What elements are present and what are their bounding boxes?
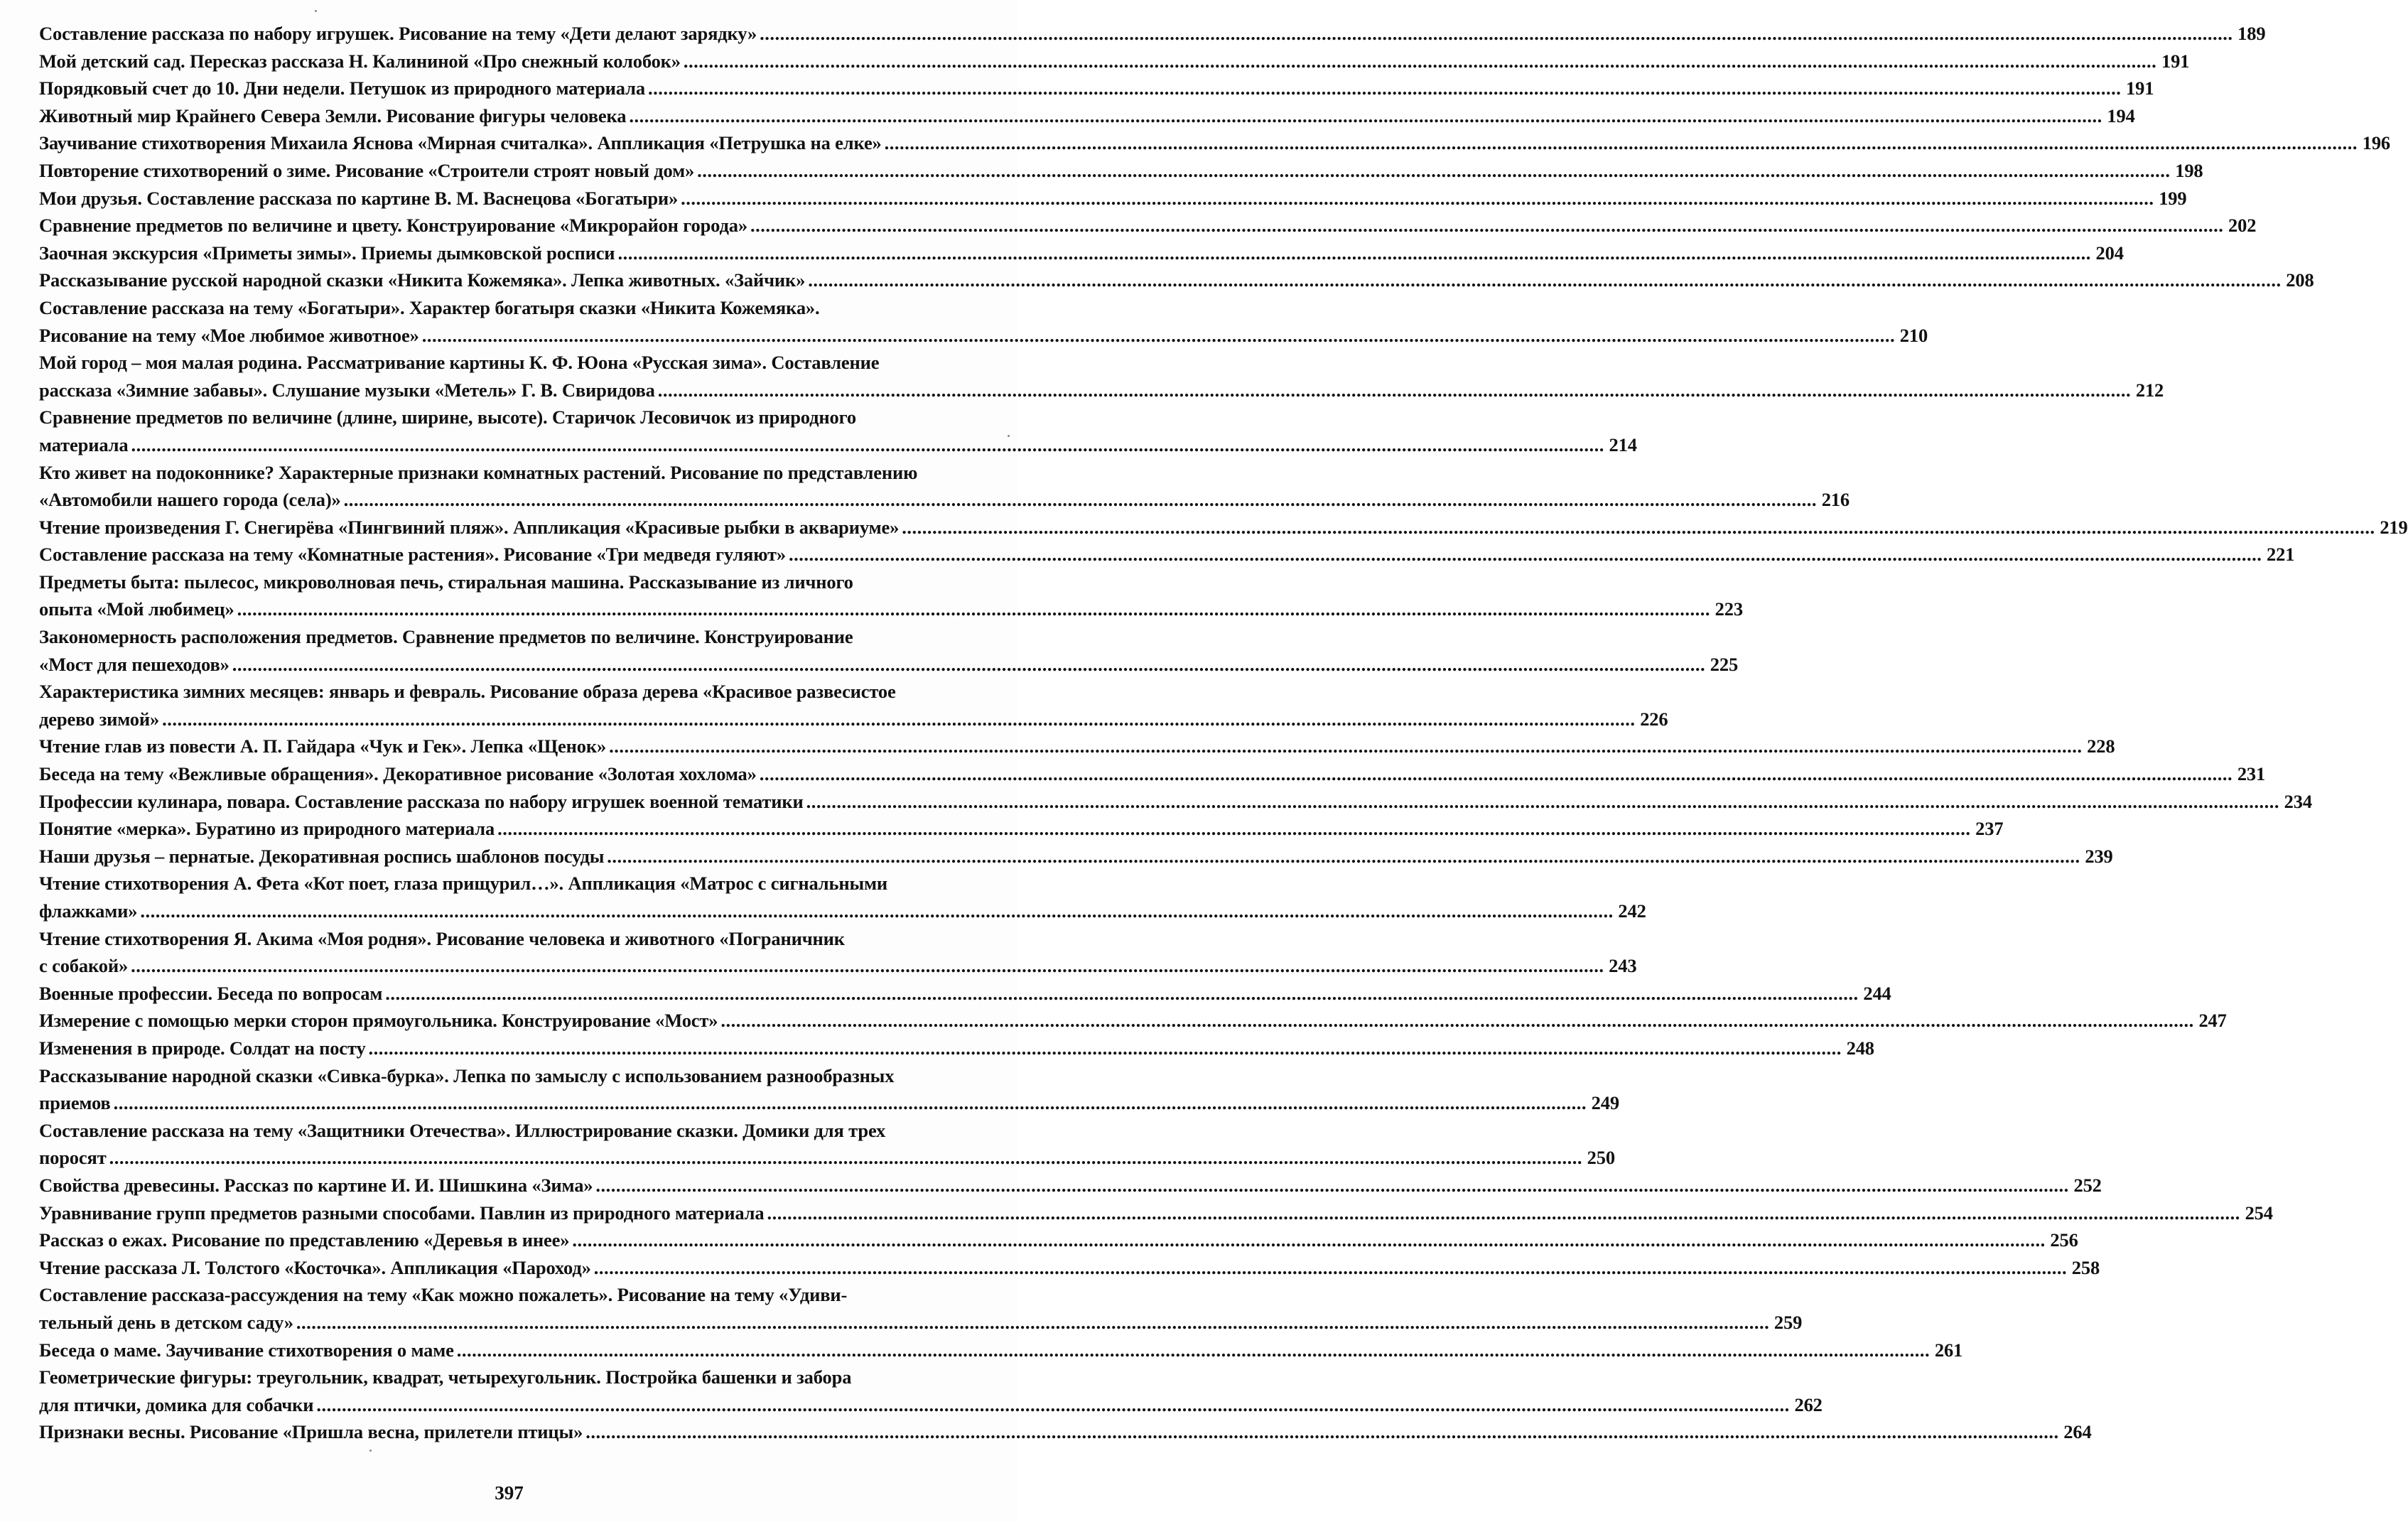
toc-page-ref: 259 <box>1773 1311 1803 1333</box>
toc-entry-title-line: Чтение стихотворения Я. Акима «Моя родня». Рисование человека и животного «Пограничник <box>39 927 845 949</box>
dot-leader <box>344 486 1817 514</box>
dot-leader <box>109 1144 1582 1172</box>
toc-page-ref: 250 <box>1587 1147 1615 1169</box>
toc-entry-title-line: Чтение стихотворения А. Фета «Кот поет, глаза прищурил…». Аппликация «Матрос с сигнальными <box>39 873 888 895</box>
toc-entry-title-line: Мой город – моя малая родина. Рассматривание картины К. Ф. Юона «Русская зима». Составление <box>39 352 880 374</box>
toc-entry-last-line <box>39 239 2124 267</box>
toc-entry-last-line <box>39 1309 1803 1337</box>
scan-speck <box>315 10 317 12</box>
toc-page-ref: 223 <box>1715 598 1743 620</box>
toc-page-ref: 254 <box>2245 1202 2273 1224</box>
toc-page-ref: 244 <box>1863 982 1891 1004</box>
toc-entry-last-line <box>39 185 2187 212</box>
toc-entry-title-line: Кто живет на подоконнике? Характерные признаки комнатных растений. Рисование по представлению <box>39 461 918 483</box>
toc-entry-title-line: Понятие «мерка». Буратино из природного материала <box>39 818 495 840</box>
toc-entry <box>39 266 2314 294</box>
toc-entry-title-line: Составление рассказа-рассуждения на тему «Как можно пожалеть». Рисование на тему «Удиви- <box>39 1284 848 1306</box>
toc-entry-title-line: Заочная экскурсия «Приметы зимы». Приемы дымковской росписи <box>39 242 615 264</box>
toc-entry <box>39 294 1928 349</box>
dot-leader <box>658 377 2131 404</box>
toc-entry <box>39 48 2190 75</box>
toc-entry <box>39 459 1850 514</box>
toc-entry-last-line <box>39 651 1739 679</box>
toc-page-ref: 237 <box>1975 818 2004 840</box>
toc-page-ref: 249 <box>1591 1092 1619 1114</box>
dot-leader <box>162 706 1635 733</box>
dot-leader <box>131 952 1604 980</box>
toc-page-ref: 252 <box>2073 1174 2102 1196</box>
toc-entry-title-line: Геометрические фигуры: треугольник, квадрат, четырехугольник. Постройка башенки и забора <box>39 1366 852 1388</box>
toc-entry-last-line <box>39 102 2135 130</box>
toc-page-ref: 234 <box>2284 790 2312 812</box>
dot-leader <box>114 1089 1587 1117</box>
dot-leader <box>750 212 2223 239</box>
toc-entry <box>39 1035 1874 1062</box>
toc-entry-title-line: Составление рассказа на тему «Богатыри». Характер богатыря сказки «Никита Кожемяка». <box>39 296 820 318</box>
toc-entry-last-line <box>39 788 2312 816</box>
toc-entry-last-line <box>39 733 2115 760</box>
toc-entry-last-line <box>39 980 1891 1008</box>
toc-entry <box>39 925 1637 980</box>
toc-entry-last-line <box>39 815 2004 843</box>
toc-page-ref: 202 <box>2228 215 2257 237</box>
toc-entry <box>39 870 1646 924</box>
dot-leader <box>684 48 2156 75</box>
toc-entry-title-line: Рассказ о ежах. Рисование по представлению «Деревья в инее» <box>39 1229 570 1251</box>
toc-entry-title-line: «Автомобили нашего города (села)» <box>39 489 341 511</box>
dot-leader <box>648 75 2121 102</box>
toc-page-ref: 212 <box>2135 379 2164 401</box>
toc-entry-title-line: Рассказывание русской народной сказки «Никита Кожемяка». Лепка животных. «Зайчик» <box>39 269 806 291</box>
dot-leader <box>885 129 2358 157</box>
toc-entry-title-line: Уравнивание групп предметов разными способами. Павлин из природного материала <box>39 1202 765 1224</box>
dot-leader <box>902 514 2375 541</box>
toc-entry-last-line <box>39 431 1637 459</box>
toc-entry-last-line <box>39 20 2266 48</box>
toc-entry-title-line: флажками» <box>39 900 138 922</box>
dot-leader <box>572 1226 2045 1254</box>
dot-leader <box>789 541 2262 568</box>
toc-entry-title-line: Чтение глав из повести А. П. Гайдара «Чук и Гек». Лепка «Щенок» <box>39 735 607 757</box>
toc-entry <box>39 1418 2092 1446</box>
dot-leader <box>237 595 1710 623</box>
toc-entry-last-line <box>39 1035 1874 1062</box>
toc-entry-title-line: с собакой» <box>39 955 129 977</box>
toc-page-ref: 264 <box>2063 1421 2092 1443</box>
toc-entry-last-line <box>39 1337 1963 1364</box>
dot-leader <box>720 1007 2193 1035</box>
toc-entry-title-line: Мои друзья. Составление рассказа по картине В. М. Васнецова «Богатыри» <box>39 187 679 209</box>
toc-entry-last-line <box>39 1254 2100 1282</box>
toc-entry-title-line: Чтение рассказа Л. Толстого «Косточка». Аппликация «Пароход» <box>39 1256 591 1278</box>
toc-entry <box>39 75 2154 102</box>
toc-entry-title-line: «Мост для пешеходов» <box>39 653 230 675</box>
toc-page-ref: 204 <box>2095 242 2124 264</box>
toc-page-ref: 242 <box>1618 900 1646 922</box>
toc-entry-last-line <box>39 897 1646 925</box>
toc-page-ref: 243 <box>1609 955 1637 977</box>
toc-entry <box>39 815 2004 843</box>
dot-leader <box>497 815 1970 843</box>
toc-entry <box>39 212 2257 239</box>
toc-entry-last-line <box>39 157 2203 185</box>
toc-entry-last-line <box>39 1418 2092 1446</box>
toc-entry <box>39 1254 2100 1282</box>
toc-entry <box>39 1281 1803 1336</box>
dot-leader <box>585 1418 2058 1446</box>
toc-entry <box>39 129 2391 157</box>
toc-entry <box>39 1062 1619 1117</box>
toc-entry-last-line <box>39 266 2314 294</box>
dot-leader <box>422 322 1895 350</box>
dot-leader <box>697 157 2170 185</box>
toc-page-ref: 228 <box>2087 735 2115 757</box>
toc-page-ref: 248 <box>1846 1037 1874 1059</box>
toc-entry-last-line <box>39 843 2113 870</box>
dot-leader <box>607 843 2080 870</box>
toc-entry <box>39 843 2113 870</box>
toc-entry-last-line <box>39 1089 1619 1117</box>
dot-leader <box>316 1391 1789 1419</box>
dot-leader <box>457 1337 1930 1364</box>
toc-entry <box>39 623 1739 678</box>
dot-leader <box>629 102 2102 130</box>
toc-page-ref: 258 <box>2071 1256 2100 1278</box>
toc-entry <box>39 1172 2102 1199</box>
toc-entry-title-line: Животный мир Крайнего Севера Земли. Рисование фигуры человека <box>39 104 627 126</box>
toc-entry-last-line <box>39 1172 2102 1199</box>
dot-leader <box>760 760 2232 788</box>
toc-page-ref: 194 <box>2107 104 2135 126</box>
toc-entry-last-line <box>39 514 2408 541</box>
toc-page-ref: 208 <box>2286 269 2314 291</box>
toc-entry-title-line: Составление рассказа по набору игрушек. Рисование на тему «Дети делают зарядку» <box>39 23 757 44</box>
toc-entry-title-line: Рассказывание народной сказки «Сивка-бурка». Лепка по замыслу с использованием разнообразных <box>39 1064 895 1086</box>
toc-entry <box>39 239 2124 267</box>
toc-entry-title-line: Составление рассказа на тему «Защитники Отечества». Иллюстрирование сказки. Домики для трех <box>39 1119 886 1141</box>
toc-entry-title-line: поросят <box>39 1147 107 1169</box>
toc-entry-last-line <box>39 1007 2227 1035</box>
toc-entry-last-line <box>39 952 1637 980</box>
toc-page-ref: 189 <box>2237 23 2266 44</box>
toc-entry <box>39 20 2266 48</box>
toc-entry-last-line <box>39 129 2391 157</box>
toc-entry-title-line: Сравнение предметов по величине и цвету. Конструирование «Микрорайон города» <box>39 215 747 237</box>
dot-leader <box>385 980 1858 1008</box>
toc-page-ref: 262 <box>1794 1393 1823 1415</box>
toc-entry <box>39 1117 1615 1172</box>
toc-entry-title-line: Сравнение предметов по величине (длине, ширине, высоте). Старичок Лесовичок из природного <box>39 406 856 428</box>
toc-entry-title-line: Наши друзья – пернатые. Декоративная роспись шаблонов посуды <box>39 845 605 867</box>
toc-entry <box>39 1364 1823 1418</box>
toc-page-ref: 247 <box>2198 1010 2227 1032</box>
toc-entry-title-line: Повторение стихотворений о зиме. Рисование «Строители строят новый дом» <box>39 159 695 181</box>
toc-entry-title-line: рассказа «Зимние забавы». Слушание музыки «Метель» Г. В. Свиридова <box>39 379 655 401</box>
toc-entry-last-line <box>39 48 2190 75</box>
toc-page-ref: 225 <box>1710 653 1739 675</box>
dot-leader <box>131 431 1604 459</box>
toc-entry-title-line: Характеристика зимних месяцев: январь и февраль. Рисование образа дерева «Красивое развесистое <box>39 681 896 703</box>
dot-leader <box>767 1199 2240 1227</box>
toc-page-ref: 216 <box>1821 489 1850 511</box>
toc-entry <box>39 760 2266 788</box>
toc-entry-title-line: Свойства древесины. Рассказ по картине И. И. Шишкина «Зима» <box>39 1174 593 1196</box>
toc-entry <box>39 157 2203 185</box>
toc-entry-title-line: для птички, домика для собачки <box>39 1393 314 1415</box>
toc-entry-title-line: тельный день в детском саду» <box>39 1311 293 1333</box>
toc-page-ref: 196 <box>2362 132 2391 154</box>
toc-entry <box>39 1007 2227 1035</box>
toc-entry-last-line <box>39 760 2266 788</box>
dot-leader <box>760 20 2232 48</box>
dot-leader <box>609 733 2082 760</box>
toc-page-ref: 221 <box>2267 544 2295 566</box>
toc-page-ref: 226 <box>1640 708 1668 730</box>
toc-entry-title-line: Беседа на тему «Вежливые обращения». Декоративное рисование «Золотая хохлома» <box>39 763 757 785</box>
toc-entry <box>39 514 2408 541</box>
toc-page-ref: 231 <box>2237 763 2266 785</box>
toc-entry-title-line: Изменения в природе. Солдат на посту <box>39 1037 366 1059</box>
toc-entry-last-line <box>39 706 1668 733</box>
toc-entry-title-line: Закономерность расположения предметов. Сравнение предметов по величине. Конструирование <box>39 626 853 648</box>
toc-entry <box>39 678 1668 733</box>
toc-entry-title-line: Заучивание стихотворения Михаила Яснова «Мирная считалка». Аппликация «Петрушка на елке» <box>39 132 882 154</box>
table-of-contents <box>39 20 2408 1446</box>
toc-entry-title-line: опыта «Мой любимец» <box>39 598 234 620</box>
toc-entry-last-line <box>39 1199 2273 1227</box>
toc-page-ref: 214 <box>1609 433 1637 455</box>
toc-entry-title-line: дерево зимой» <box>39 708 160 730</box>
toc-entry-title-line: приемов <box>39 1092 111 1114</box>
scan-speck <box>369 1450 372 1452</box>
toc-entry <box>39 102 2135 130</box>
dot-leader <box>681 185 2154 212</box>
toc-entry-last-line <box>39 1226 2078 1254</box>
toc-entry <box>39 1226 2078 1254</box>
scan-speck <box>1008 435 1010 437</box>
toc-page-ref: 199 <box>2159 187 2187 209</box>
toc-entry <box>39 733 2115 760</box>
toc-entry <box>39 980 1891 1008</box>
toc-entry <box>39 185 2187 212</box>
toc-entry <box>39 1199 2273 1227</box>
toc-entry-title-line: Измерение с помощью мерки сторон прямоугольника. Конструирование «Мост» <box>39 1010 718 1032</box>
toc-entry-title-line: Признаки весны. Рисование «Пришла весна, прилетели птицы» <box>39 1421 583 1443</box>
toc-entry-title-line: Мой детский сад. Пересказ рассказа Н. Калининой «Про снежный колобок» <box>39 50 681 72</box>
dot-leader <box>617 239 2090 267</box>
dot-leader <box>296 1309 1769 1337</box>
toc-entry-last-line <box>39 1144 1615 1172</box>
toc-entry-title-line: Предметы быта: пылесос, микроволновая печь, стиральная машина. Рассказывание из личного <box>39 571 853 593</box>
dot-leader <box>140 897 1613 925</box>
toc-entry-title-line: Чтение произведения Г. Снегирёва «Пингвиний пляж». Аппликация «Красивые рыбки в аквариуме» <box>39 516 900 538</box>
toc-entry <box>39 1337 1963 1364</box>
toc-entry <box>39 788 2312 816</box>
toc-entry-title-line: материала <box>39 433 129 455</box>
toc-entry <box>39 349 2164 404</box>
toc-entry <box>39 404 1637 458</box>
toc-page-ref: 239 <box>2085 845 2113 867</box>
toc-entry-title-line: Профессии кулинара, повара. Составление рассказа по набору игрушек военной тематики <box>39 790 804 812</box>
dot-leader <box>808 266 2281 294</box>
toc-page-ref: 219 <box>2380 516 2408 538</box>
toc-entry-title-line: Беседа о маме. Заучивание стихотворения о маме <box>39 1339 454 1361</box>
toc-entry-last-line <box>39 1391 1823 1419</box>
toc-entry-last-line <box>39 75 2154 102</box>
toc-page-ref: 191 <box>2161 50 2190 72</box>
toc-page-ref: 261 <box>1934 1339 1963 1361</box>
toc-entry-last-line <box>39 377 2164 404</box>
toc-entry-title-line: Военные профессии. Беседа по вопросам <box>39 982 383 1004</box>
toc-page-ref: 191 <box>2126 77 2154 99</box>
toc-entry-title-line: Рисование на тему «Мое любимое животное» <box>39 324 419 346</box>
toc-page-ref: 210 <box>1899 324 1928 346</box>
toc-entry-last-line <box>39 541 2295 568</box>
toc-page-ref: 256 <box>2050 1229 2078 1251</box>
toc-entry-last-line <box>39 212 2257 239</box>
toc-page-ref: 198 <box>2175 159 2203 181</box>
dot-leader <box>232 651 1705 679</box>
toc-entry-last-line <box>39 486 1850 514</box>
toc-entry-title-line: Порядковый счет до 10. Дни недели. Петушок из природного материала <box>39 77 645 99</box>
page-number: 397 <box>495 1482 524 1504</box>
dot-leader <box>806 788 2279 816</box>
toc-entry-last-line <box>39 322 1928 350</box>
toc-entry <box>39 568 1743 623</box>
toc-entry-title-line: Составление рассказа на тему «Комнатные растения». Рисование «Три медведя гуляют» <box>39 544 786 566</box>
dot-leader <box>594 1254 2067 1282</box>
toc-entry-last-line <box>39 595 1743 623</box>
dot-leader <box>369 1035 1842 1062</box>
toc-entry <box>39 541 2295 568</box>
dot-leader <box>595 1172 2068 1199</box>
